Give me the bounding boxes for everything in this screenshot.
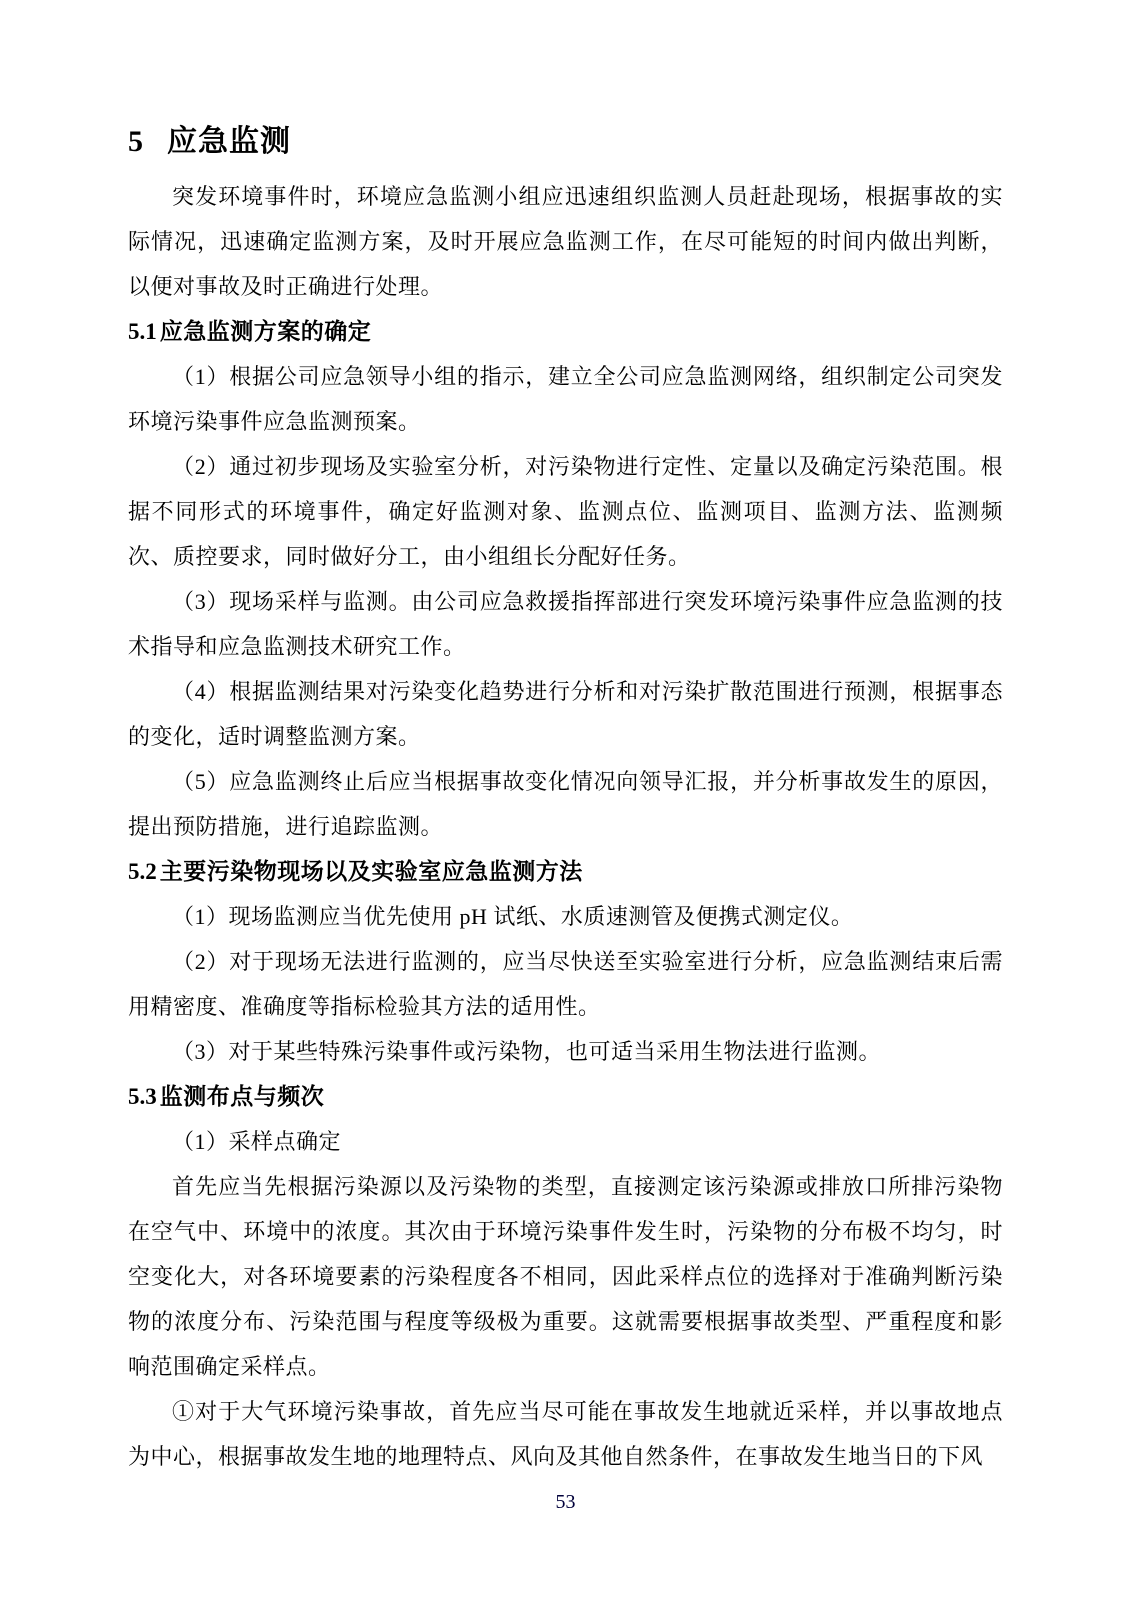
- chapter-title: 应急监测: [167, 125, 291, 158]
- paragraph: （4）根据监测结果对污染变化趋势进行分析和对污染扩散范围进行预测，根据事态的变化，适时调整监测方案。: [128, 679, 1003, 749]
- section-number: 5.2: [128, 859, 157, 884]
- section-title: 应急监测方案的确定: [159, 319, 372, 344]
- paragraph: （1）采样点确定: [172, 1129, 342, 1154]
- paragraph: ①对于大气环境污染事故，首先应当尽可能在事故发生地就近采样，并以事故地点为中心，根据事故发生地的地理特点、风向及其他自然条件，在事故发生地当日的下风: [128, 1399, 1003, 1469]
- section-title: 监测布点与频次: [159, 1084, 325, 1109]
- intro-paragraph: 突发环境事件时，环境应急监测小组应迅速组织监测人员赶赴现场，根据事故的实际情况，迅速确定监测方案，及时开展应急监测工作，在尽可能短的时间内做出判断，以便对事故及时正确进行处理。: [128, 184, 1003, 299]
- paragraph: 首先应当先根据污染源以及污染物的类型，直接测定该污染源或排放口所排污染物在空气中、环境中的浓度。其次由于环境污染事件发生时，污染物的分布极不均匀，时空变化大，对各环境要素的污染程度各不相同，因此采样点位的选择对于准确判断污染物的浓度分布、污染范围与程度等级极为重要。这就需要根据事故类型、严重程度和影响范围确定采样点。: [128, 1174, 1003, 1379]
- paragraph: （1）根据公司应急领导小组的指示，建立全公司应急监测网络，组织制定公司突发环境污染事件应急监测预案。: [128, 364, 1003, 434]
- paragraph: （5）应急监测终止后应当根据事故变化情况向领导汇报，并分析事故发生的原因，提出预防措施，进行追踪监测。: [128, 769, 1003, 839]
- section-title: 主要污染物现场以及实验室应急监测方法: [159, 859, 583, 884]
- paragraph: （3）现场采样与监测。由公司应急救援指挥部进行突发环境污染事件应急监测的技术指导和应急监测技术研究工作。: [128, 589, 1003, 659]
- paragraph: （3）对于某些特殊污染事件或污染物，也可适当采用生物法进行监测。: [172, 1039, 882, 1064]
- section-heading-5-1: [128, 309, 1003, 354]
- paragraph: （2）对于现场无法进行监测的，应当尽快送至实验室进行分析，应急监测结束后需用精密度、准确度等指标检验其方法的适用性。: [128, 949, 1003, 1019]
- section-number: 5.3: [128, 1084, 157, 1109]
- section-heading-5-2: [128, 849, 1003, 894]
- page-number: 53: [555, 1491, 576, 1513]
- chapter-number: 5: [128, 125, 143, 158]
- section-number: 5.1: [128, 319, 157, 344]
- paragraph: （1）现场监测应当优先使用 pH 试纸、水质速测管及便携式测定仪。: [172, 904, 854, 929]
- paragraph: （2）通过初步现场及实验室分析，对污染物进行定性、定量以及确定污染范围。根据不同形式的环境事件，确定好监测对象、监测点位、监测项目、监测方法、监测频次、质控要求，同时做好分工，由小组组长分配好任务。: [128, 454, 1003, 569]
- chapter-heading: [128, 116, 1003, 168]
- section-heading-5-3: [128, 1074, 1003, 1119]
